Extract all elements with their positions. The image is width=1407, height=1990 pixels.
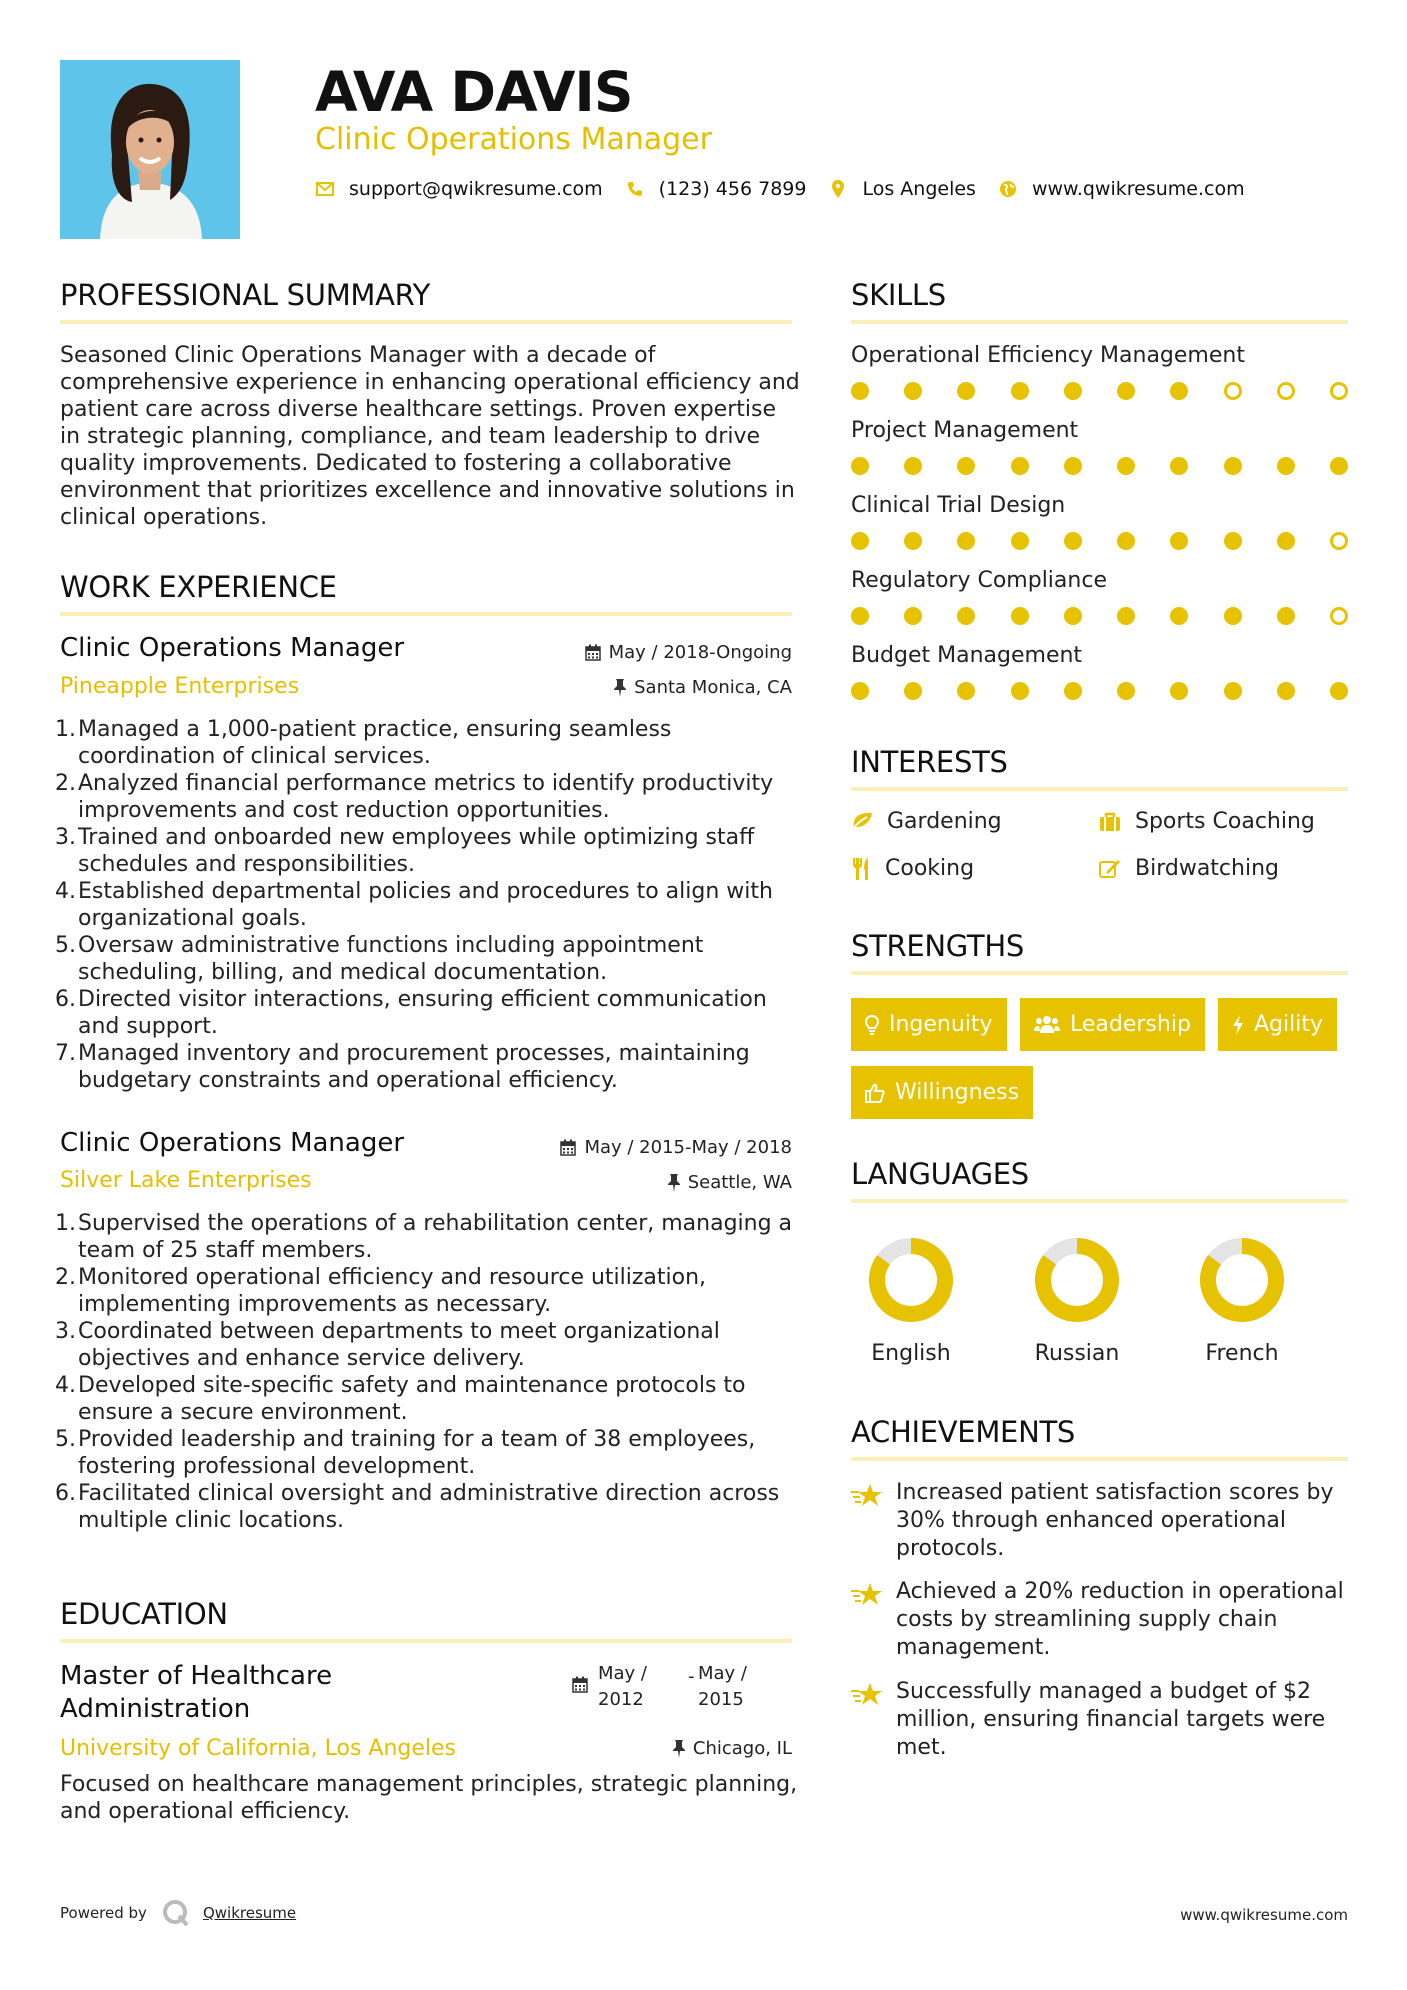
skill-dot-empty <box>1277 382 1295 400</box>
thumbs-up-icon <box>865 1083 885 1103</box>
phone-icon <box>625 179 645 199</box>
contact-email[interactable] <box>315 178 603 200</box>
skill-dot-filled <box>1117 682 1135 700</box>
skill-dot-filled <box>851 682 869 700</box>
list-item: 2. Analyzed financial performance metrics to identify productivity improvements and cost reduction opportunities. <box>55 771 774 823</box>
strengths-heading: STRENGTHS <box>851 929 1024 963</box>
list-item: 5. Oversaw administrative functions including appointment scheduling, billing, and medical documentation. <box>55 933 704 985</box>
star-icon <box>851 1678 896 1762</box>
edit-icon <box>1099 859 1121 879</box>
envelope-icon <box>315 179 335 199</box>
list-item: 6. Facilitated clinical oversight and administrative direction across multiple clinic locations. <box>55 1481 780 1533</box>
job-title: Clinic Operations Manager <box>60 633 405 663</box>
skill-name: Clinical Trial Design <box>851 493 1066 518</box>
list-item: 5. Provided leadership and training for a team of 38 employees, fostering professional development. <box>55 1427 756 1479</box>
skill-rating <box>851 382 1351 404</box>
interest-item <box>1099 809 1315 834</box>
pushpin-icon <box>673 1740 685 1758</box>
experience-divider <box>60 612 792 616</box>
job-location <box>440 1172 792 1193</box>
education-location-text: Chicago, IL <box>692 1738 792 1759</box>
list-item: 1. Supervised the operations of a rehabilitation center, managing a team of 25 staff members. <box>55 1211 793 1263</box>
cutlery-icon <box>851 858 871 880</box>
job-dates-text: May / 2015-May / 2018 <box>584 1137 792 1158</box>
achievement-text: Increased patient satisfaction scores by 30% through enhanced operational protocols. <box>896 1480 1334 1561</box>
skill-dot-filled <box>1224 682 1242 700</box>
experience-heading: WORK EXPERIENCE <box>60 570 337 604</box>
interest-item <box>851 809 1002 834</box>
strength-tag <box>851 998 1007 1051</box>
skill-dot-filled <box>851 532 869 550</box>
job-duties-list <box>55 1210 800 1534</box>
contact-location-text: Los Angeles <box>862 178 976 200</box>
achievement-text: Achieved a 20% reduction in operational costs by streamlining supply chain management. <box>896 1579 1344 1660</box>
skill-rating <box>851 682 1351 704</box>
skill-dot-filled <box>851 382 869 400</box>
interest-item <box>851 856 974 881</box>
job-dates <box>440 1137 792 1158</box>
job-dates-text: May / 2018-Ongoing <box>608 642 792 663</box>
map-marker-icon <box>828 179 848 199</box>
skills-heading: SKILLS <box>851 278 946 312</box>
skill-dot-filled <box>957 532 975 550</box>
list-item: 7. Managed inventory and procurement processes, maintaining budgetary constraints and operational efficiency. <box>55 1041 750 1093</box>
skill-dot-filled <box>1170 682 1188 700</box>
contact-phone[interactable] <box>625 178 807 200</box>
calendar-icon <box>572 1676 588 1697</box>
language-name: English <box>871 1341 951 1366</box>
contact-bar <box>315 178 1267 200</box>
degree-title <box>60 1660 332 1726</box>
summary-heading: PROFESSIONAL SUMMARY <box>60 278 431 312</box>
skill-dot-empty <box>1330 532 1348 550</box>
interest-label: Birdwatching <box>1135 856 1279 881</box>
skill-dot-filled <box>1064 457 1082 475</box>
pushpin-icon <box>668 1174 680 1192</box>
degree-line: Master of Healthcare <box>60 1661 333 1691</box>
languages-heading: LANGUAGES <box>851 1157 1029 1191</box>
skill-rating <box>851 457 1351 479</box>
skill-dot-filled <box>851 607 869 625</box>
skill-dot-filled <box>904 457 922 475</box>
job-location-text: Santa Monica, CA <box>634 677 792 698</box>
skill-name: Operational Efficiency Management <box>851 343 1245 368</box>
interest-label: Gardening <box>887 809 1002 834</box>
list-item: 4. Developed site-specific safety and maintenance protocols to ensure a secure environment. <box>55 1373 746 1425</box>
job-company: Silver Lake Enterprises <box>60 1168 312 1193</box>
education-description: Focused on healthcare management principles, strategic planning, and operational efficiency. <box>60 1772 798 1824</box>
skill-dot-filled <box>1011 532 1029 550</box>
strength-tag <box>851 1066 1033 1119</box>
candidate-name: AVA DAVIS <box>315 60 633 124</box>
skill-dot-filled <box>904 532 922 550</box>
education-start-date: May / 2012 <box>598 1663 647 1710</box>
job-location <box>440 677 792 698</box>
skill-dot-filled <box>1277 532 1295 550</box>
achievements-divider <box>851 1457 1348 1461</box>
education-location <box>440 1738 792 1759</box>
job-location-text: Seattle, WA <box>687 1172 792 1193</box>
interests-divider <box>851 787 1348 791</box>
education-divider <box>60 1639 792 1643</box>
language-gauge <box>1032 1235 1122 1325</box>
skill-dot-filled <box>957 682 975 700</box>
candidate-title: Clinic Operations Manager <box>315 122 712 157</box>
star-icon <box>851 1479 896 1563</box>
pushpin-icon <box>614 679 626 697</box>
strength-label: Ingenuity <box>889 1012 993 1037</box>
skill-dot-filled <box>1224 457 1242 475</box>
job-company: Pineapple Enterprises <box>60 674 300 699</box>
profile-photo <box>60 60 240 239</box>
skill-dot-filled <box>957 382 975 400</box>
list-item: 3. Coordinated between departments to meet organizational objectives and enhance service delivery. <box>55 1319 720 1371</box>
skill-dot-empty <box>1330 382 1348 400</box>
globe-icon <box>998 179 1018 199</box>
interest-label: Cooking <box>885 856 975 881</box>
users-icon <box>1034 1015 1060 1035</box>
summary-divider <box>60 320 792 324</box>
interest-label: Sports Coaching <box>1135 809 1315 834</box>
skill-dot-filled <box>957 607 975 625</box>
skill-dot-filled <box>1117 457 1135 475</box>
skill-dot-filled <box>904 682 922 700</box>
achievements-heading: ACHIEVEMENTS <box>851 1415 1075 1449</box>
skill-dot-filled <box>1170 607 1188 625</box>
degree-line: Administration <box>60 1694 251 1724</box>
language-name: French <box>1205 1341 1279 1366</box>
leaf-icon <box>851 812 873 832</box>
contact-email-text: support@qwikresume.com <box>349 178 603 200</box>
skill-dot-filled <box>1011 682 1029 700</box>
skill-rating <box>851 607 1351 629</box>
interests-heading: INTERESTS <box>851 745 1008 779</box>
skill-dot-filled <box>1011 382 1029 400</box>
contact-website-text: www.qwikresume.com <box>1031 178 1245 200</box>
skill-dot-filled <box>851 457 869 475</box>
skill-dot-filled <box>1064 607 1082 625</box>
language-gauge <box>866 1235 956 1325</box>
skill-dot-filled <box>1064 382 1082 400</box>
skill-name: Budget Management <box>851 643 1083 668</box>
skill-dot-filled <box>1011 457 1029 475</box>
skill-dot-filled <box>1064 532 1082 550</box>
skill-dot-filled <box>1330 682 1348 700</box>
bolt-icon <box>1232 1015 1244 1035</box>
skill-dot-filled <box>1224 532 1242 550</box>
skill-dot-filled <box>1117 532 1135 550</box>
footer-website[interactable]: www.qwikresume.com <box>1180 1906 1348 1924</box>
strengths-divider <box>851 971 1348 975</box>
skill-rating <box>851 532 1351 554</box>
calendar-icon <box>585 644 601 661</box>
skill-dot-filled <box>1170 532 1188 550</box>
strength-label: Leadership <box>1070 1012 1191 1037</box>
languages-divider <box>851 1199 1348 1203</box>
powered-by-label: Powered by <box>60 1904 147 1922</box>
skill-dot-filled <box>1170 457 1188 475</box>
contact-location <box>828 178 975 200</box>
lightbulb-icon <box>865 1015 879 1035</box>
skill-dot-empty <box>1224 382 1242 400</box>
job-duties-list <box>55 716 800 1094</box>
list-item: 2. Monitored operational efficiency and resource utilization, implementing improvements as necessary. <box>55 1265 707 1317</box>
list-item: 4. Established departmental policies and procedures to align with organizational goals. <box>55 879 773 931</box>
skill-dot-filled <box>957 457 975 475</box>
briefcase-icon <box>1099 812 1121 832</box>
qwikresume-logo-icon <box>161 1898 191 1928</box>
list-item: 3. Trained and onboarded new employees while optimizing staff schedules and responsibilities. <box>55 825 755 877</box>
skill-dot-filled <box>1277 682 1295 700</box>
achievement-item <box>851 1678 1351 1762</box>
job-title: Clinic Operations Manager <box>60 1128 405 1158</box>
skill-name: Project Management <box>851 418 1079 443</box>
star-icon <box>851 1578 896 1662</box>
skill-dot-filled <box>1277 457 1295 475</box>
language-gauge <box>1197 1235 1287 1325</box>
skills-divider <box>851 320 1348 324</box>
summary-text: Seasoned Clinic Operations Manager with a decade of comprehensive experience in enhancing operational efficiency and patient care across diverse healthcare settings. Proven expertise in strategic planning, compliance, and team leadership to drive quality improvements. Dedicated to fostering a collaborative environment that prioritizes excellence and innovative solutions in clinical operations. <box>60 343 800 530</box>
skill-dot-filled <box>1117 607 1135 625</box>
education-end-date: May / 2015 <box>698 1663 747 1710</box>
skill-dot-filled <box>1170 382 1188 400</box>
date-separator: - <box>688 1666 695 1687</box>
education-heading: EDUCATION <box>60 1597 228 1631</box>
skill-dot-filled <box>1117 382 1135 400</box>
skill-name: Regulatory Compliance <box>851 568 1107 593</box>
achievement-text: Successfully managed a budget of $2 million, ensuring financial targets were met. <box>896 1679 1326 1760</box>
school-name: University of California, Los Angeles <box>60 1736 457 1761</box>
skill-dot-empty <box>1330 607 1348 625</box>
contact-phone-text: (123) 456 7899 <box>658 178 807 200</box>
achievement-item <box>851 1479 1351 1563</box>
skill-dot-filled <box>904 607 922 625</box>
list-item: 1. Managed a 1,000-patient practice, ensuring seamless coordination of clinical services. <box>55 717 672 769</box>
strength-label: Agility <box>1254 1012 1323 1037</box>
skill-dot-filled <box>1224 607 1242 625</box>
language-name: Russian <box>1034 1341 1120 1366</box>
contact-website[interactable] <box>998 178 1245 200</box>
skill-dot-filled <box>1330 457 1348 475</box>
footer-powered-by <box>60 1898 296 1928</box>
strength-tag <box>1020 998 1205 1051</box>
skill-dot-filled <box>1011 607 1029 625</box>
calendar-icon <box>560 1139 576 1156</box>
strength-label: Willingness <box>895 1080 1020 1105</box>
job-dates <box>440 642 792 663</box>
interest-item <box>1099 856 1279 881</box>
strength-tag <box>1218 998 1337 1051</box>
list-item: 6. Directed visitor interactions, ensuring efficient communication and support. <box>55 987 767 1039</box>
skill-dot-filled <box>1064 682 1082 700</box>
skill-dot-filled <box>904 382 922 400</box>
achievement-item <box>851 1578 1351 1662</box>
qwikresume-link[interactable]: Qwikresume <box>202 1904 297 1922</box>
skill-dot-filled <box>1277 607 1295 625</box>
